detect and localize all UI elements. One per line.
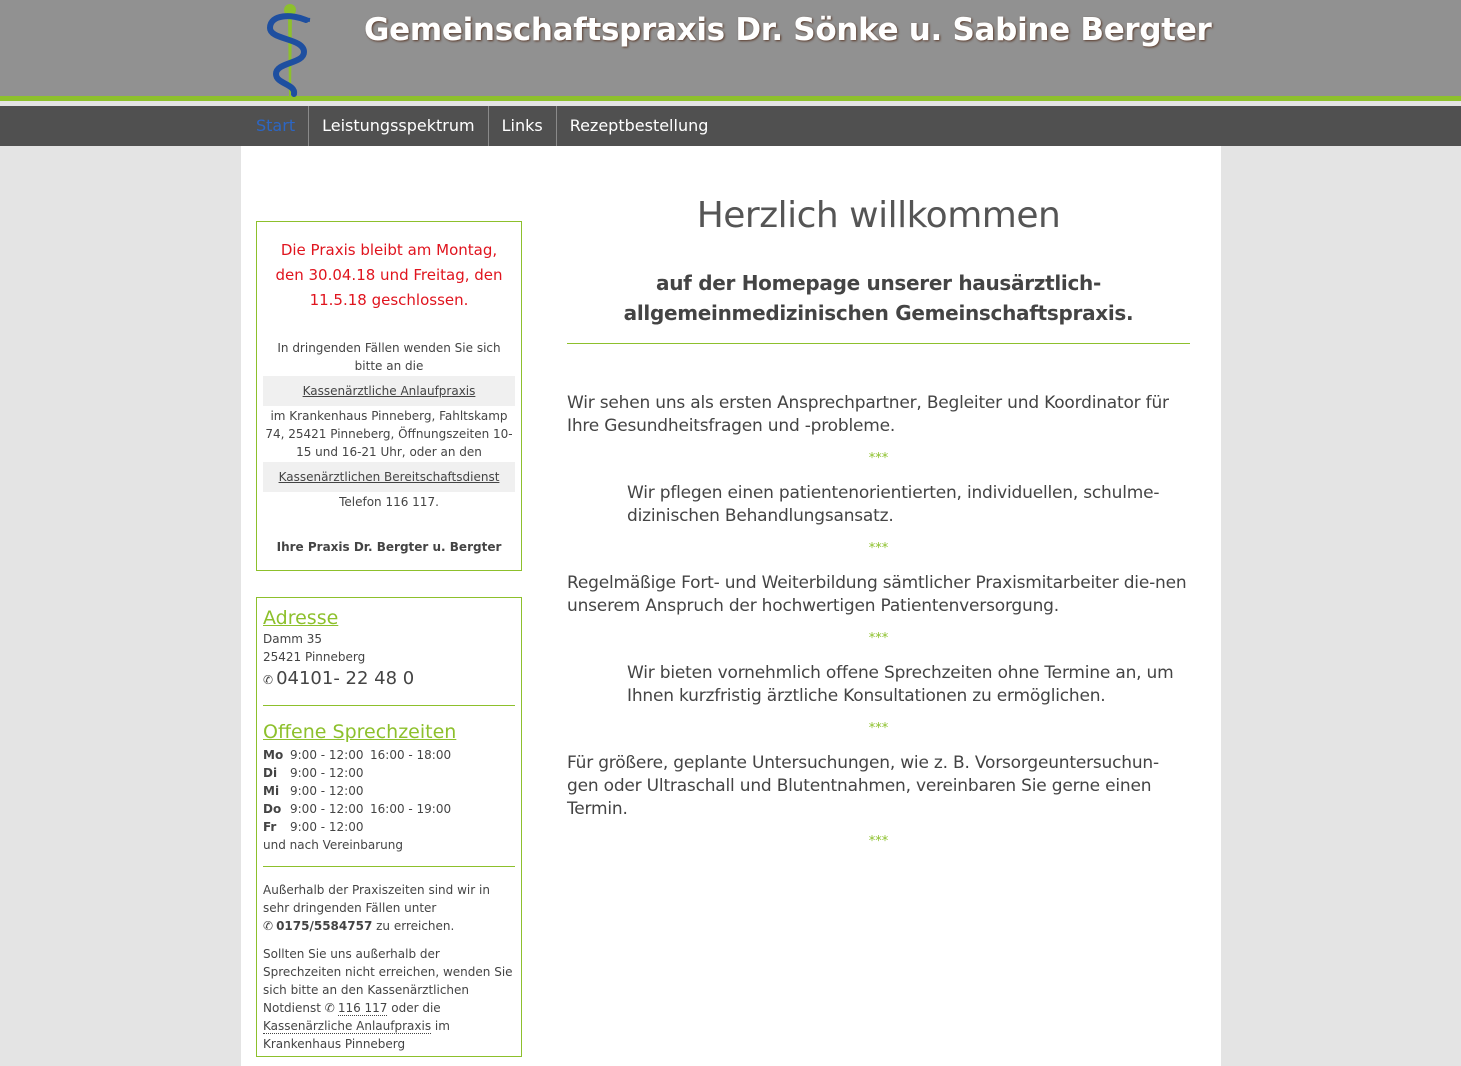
address-heading[interactable]: Adresse	[263, 607, 339, 629]
anlaufpraxis-link[interactable]: Kassenärztliche Anlaufpraxis	[302, 384, 476, 398]
closure-notice: Die Praxis bleibt am Montag, den 30.04.18 und Freitag, den 11.5.18 geschlossen.	[275, 241, 503, 309]
nav-item-leistungsspektrum[interactable]: Leistungsspektrum	[309, 106, 488, 146]
hours-note: und nach Vereinbarung	[263, 838, 404, 852]
notdienst-phone: Telefon 116 117.	[339, 495, 439, 509]
separator-stars: ***	[868, 541, 889, 556]
hours-afternoon: 16:00 - 18:00	[370, 748, 452, 762]
page-container	[241, 146, 1221, 1066]
hours-row	[263, 800, 515, 818]
notdienst-phone-link[interactable]: 116 117	[337, 1001, 388, 1015]
bereitschaftsdienst-link[interactable]: Kassenärztlichen Bereitschaftsdienst	[278, 470, 500, 484]
separator-stars: ***	[868, 631, 889, 646]
address-city: 25421 Pinneberg	[263, 650, 366, 664]
hours-row	[263, 746, 515, 764]
hours-row	[263, 818, 515, 836]
main-content	[567, 186, 1190, 865]
site-header	[0, 0, 1461, 101]
sidebar	[256, 221, 522, 1057]
nav-item-start[interactable]: Start	[241, 106, 309, 146]
contact-info-box	[256, 597, 522, 1057]
phone-icon: ✆	[324, 1001, 335, 1015]
hours-heading[interactable]: Offene Sprechzeiten	[263, 721, 457, 743]
separator-stars: ***	[868, 834, 889, 849]
hours-afternoon: 16:00 - 19:00	[370, 802, 452, 816]
main-nav	[0, 106, 1461, 146]
hours-morning: 9:00 - 12:00	[290, 820, 364, 834]
content-divider	[567, 343, 1190, 344]
hours-row	[263, 782, 515, 800]
hours-morning: 9:00 - 12:00	[290, 766, 364, 780]
hours-morning: 9:00 - 12:00	[290, 784, 364, 798]
emergency-mobile-number[interactable]: 0175/5584757	[276, 919, 373, 933]
approach-paragraph: Wir pflegen einen patientenorientierten, individuellen, schulme-dizinischen Behandlungsansatz.	[627, 483, 1160, 526]
separator-stars: ***	[868, 451, 889, 466]
anlaufpraxis-link-2[interactable]: Kassenärzliche Anlaufpraxis	[263, 1019, 432, 1033]
phone-icon: ✆	[263, 673, 274, 687]
appointments-paragraph: Für größere, geplante Untersuchungen, wie z. B. Vorsorgeuntersuchun-gen oder Ultraschall und Blutentnahmen, vereinbaren Sie gerne einen Termin.	[567, 753, 1159, 819]
page-subtitle: auf der Homepage unserer hausärztlich- allgemeinmedizinischen Gemeinschaftspraxis.	[623, 271, 1134, 325]
nav-item-rezeptbestellung[interactable]: Rezeptbestellung	[569, 116, 709, 135]
opening-hours-table	[263, 746, 515, 836]
address-street: Damm 35	[263, 632, 323, 646]
practice-phone-number: 04101- 22 48 0	[276, 668, 415, 689]
hours-day: Mo	[263, 748, 284, 762]
section-divider	[263, 705, 515, 706]
site-title: Gemeinschaftspraxis Dr. Sönke u. Sabine Bergter	[364, 12, 1212, 48]
hours-day: Mi	[263, 784, 280, 798]
anlaufpraxis-row	[263, 376, 515, 406]
section-divider	[263, 866, 515, 867]
hours-day: Fr	[263, 820, 277, 834]
hours-day: Di	[263, 766, 278, 780]
notdienst-info: Sollten Sie uns außerhalb der Sprechzeiten nicht erreichen, wenden Sie sich bitte an den Kassenärztlichen Notdienst ✆ 116 117 oder die Kassenärzliche Anlaufpraxis im Krankenhaus Pinneberg	[263, 947, 513, 1051]
bereitschaftsdienst-row	[263, 462, 515, 492]
anlaufpraxis-details: im Krankenhaus Pinneberg, Fahltskamp 74, 25421 Pinneberg, Öffnungszeiten 10-15 und 16-21 Uhr, oder an den	[265, 409, 513, 459]
separator-stars: ***	[868, 721, 889, 736]
intro-paragraph: Wir sehen uns als ersten Ansprechpartner, Begleiter und Koordinator für Ihre Gesundheitsfragen und -probleme.	[567, 393, 1169, 436]
practice-phone[interactable]	[263, 666, 515, 693]
open-hours-paragraph: Wir bieten vornehmlich offene Sprechzeiten ohne Termine an, um Ihnen kurzfristig ärztliche Konsultationen zu ermöglichen.	[627, 663, 1174, 706]
closure-notice-box	[256, 221, 522, 571]
hours-day: Do	[263, 802, 282, 816]
nav-item-links[interactable]: Links	[489, 106, 557, 146]
aesculapian-staff-icon[interactable]	[262, 2, 312, 98]
phone-icon: ✆	[263, 919, 274, 933]
training-paragraph: Regelmäßige Fort- und Weiterbildung sämtlicher Praxismitarbeiter die-nen unserem Anspruch der hochwertigen Patientenversorgung.	[567, 573, 1187, 616]
page-title: Herzlich willkommen	[696, 195, 1061, 236]
hours-morning: 9:00 - 12:00	[290, 802, 364, 816]
after-hours-info: Außerhalb der Praxiszeiten sind wir in sehr dringenden Fällen unter ✆ 0175/5584757 zu erreichen.	[263, 883, 490, 933]
notice-signature: Ihre Praxis Dr. Bergter u. Bergter	[276, 540, 502, 554]
hours-row	[263, 764, 515, 782]
hours-morning: 9:00 - 12:00	[290, 748, 364, 762]
urgent-intro: In dringenden Fällen wenden Sie sich bitte an die	[277, 341, 501, 373]
